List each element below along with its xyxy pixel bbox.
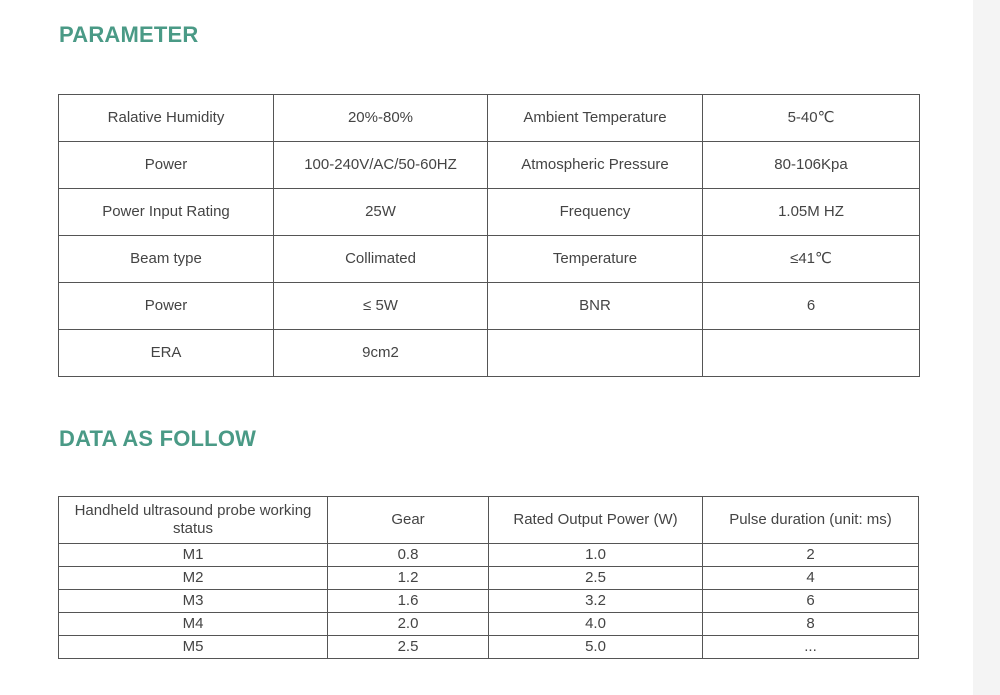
data-cell: 2.5 <box>489 567 703 590</box>
data-cell: 2.0 <box>328 613 489 636</box>
param-value-cell: 20%-80% <box>274 95 488 142</box>
data-cell: M2 <box>59 567 328 590</box>
param-label-cell: Temperature <box>488 236 703 283</box>
table-row <box>59 330 920 377</box>
param-value-cell <box>703 330 920 377</box>
data-cell: 5.0 <box>489 636 703 659</box>
data-cell: M4 <box>59 613 328 636</box>
table-row <box>59 283 920 330</box>
column-header: Gear <box>328 497 489 544</box>
table-row <box>59 142 920 189</box>
table-row <box>59 544 919 567</box>
data-table <box>58 496 919 659</box>
data-cell: 1.2 <box>328 567 489 590</box>
data-cell: M1 <box>59 544 328 567</box>
data-cell: 1.6 <box>328 590 489 613</box>
column-header: Rated Output Power (W) <box>489 497 703 544</box>
param-label-cell: Ambient Temperature <box>488 95 703 142</box>
param-label-cell: Atmospheric Pressure <box>488 142 703 189</box>
data-cell: 3.2 <box>489 590 703 613</box>
column-header-label: Handheld ultrasound probe working status <box>74 502 312 537</box>
param-label-cell: Beam type <box>59 236 274 283</box>
data-cell: M5 <box>59 636 328 659</box>
param-label-cell: Ralative Humidity <box>59 95 274 142</box>
page-side-strip <box>973 0 1000 695</box>
data-cell: 2.5 <box>328 636 489 659</box>
table-row <box>59 567 919 590</box>
table-row <box>59 189 920 236</box>
data-cell: ... <box>703 636 919 659</box>
param-value-cell: 6 <box>703 283 920 330</box>
param-value-cell: ≤ 5W <box>274 283 488 330</box>
column-header <box>59 497 328 544</box>
data-cell: 0.8 <box>328 544 489 567</box>
param-label-cell: ERA <box>59 330 274 377</box>
table-row <box>59 236 920 283</box>
table-header-row <box>59 497 919 544</box>
table-row <box>59 636 919 659</box>
data-cell: 8 <box>703 613 919 636</box>
data-cell: 4.0 <box>489 613 703 636</box>
param-value-cell: 9cm2 <box>274 330 488 377</box>
data-cell: M3 <box>59 590 328 613</box>
table-row <box>59 613 919 636</box>
data-cell: 1.0 <box>489 544 703 567</box>
param-value-cell: ≤41℃ <box>703 236 920 283</box>
param-label-cell <box>488 330 703 377</box>
data-heading: DATA AS FOLLOW <box>59 426 257 451</box>
data-cell: 6 <box>703 590 919 613</box>
parameter-table <box>58 94 920 377</box>
param-label-cell: Frequency <box>488 189 703 236</box>
data-cell: 4 <box>703 567 919 590</box>
param-value-cell: 25W <box>274 189 488 236</box>
table-row <box>59 590 919 613</box>
param-label-cell: Power <box>59 142 274 189</box>
param-value-cell: 80-106Kpa <box>703 142 920 189</box>
column-header: Pulse duration (unit: ms) <box>703 497 919 544</box>
param-value-cell: 100-240V/AC/50-60HZ <box>274 142 488 189</box>
table-row <box>59 95 920 142</box>
parameter-heading: PARAMETER <box>59 22 199 47</box>
param-label-cell: BNR <box>488 283 703 330</box>
param-label-cell: Power <box>59 283 274 330</box>
param-label-cell: Power Input Rating <box>59 189 274 236</box>
data-cell: 2 <box>703 544 919 567</box>
param-value-cell: Collimated <box>274 236 488 283</box>
param-value-cell: 1.05M HZ <box>703 189 920 236</box>
param-value-cell: 5-40℃ <box>703 95 920 142</box>
